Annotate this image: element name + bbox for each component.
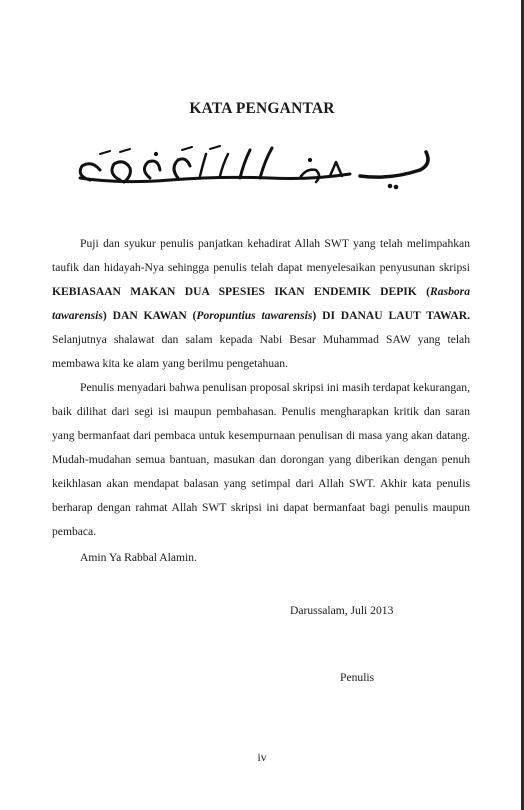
- paragraph-1: [52, 232, 470, 376]
- page-number: iv: [257, 751, 267, 764]
- paragraph-1-intro: Puji dan syukur penulis panjatkan kehadirat Allah SWT yang telah melimpahkan taufik dan hidayah-Nya sehingga penulis telah dapat menyelesaikan penyusunan skripsi: [52, 237, 470, 274]
- paragraph-1-outro: Selanjutnya shalawat dan salam kepada Nabi Besar Muhammad SAW yang telah membawa kita ke alam yang berilmu pengetahuan.: [52, 333, 470, 370]
- page-title: KATA PENGANTAR: [189, 100, 335, 117]
- basmalah-calligraphy-image: [60, 140, 460, 190]
- species-name-2: Poropuntius tawarensis: [196, 309, 313, 322]
- closing-prayer: Amin Ya Rabbal Alamin.: [80, 551, 197, 564]
- place-and-date: Darussalam, Juli 2013: [290, 604, 394, 617]
- basmalah-calligraphy: [60, 140, 460, 190]
- species-name-1: Rasbora tawarensis: [52, 285, 470, 322]
- thesis-title-part-2: ) DAN KAWAN (: [102, 309, 197, 322]
- thesis-title-part-3: ) DI DANAU LAUT TAWAR.: [312, 309, 470, 322]
- body-text: [52, 232, 470, 570]
- paragraph-2: Penulis menyadari bahwa penulisan proposal skripsi ini masih terdapat kekurangan, baik dilihat dari segi isi maupun pembahasan. Penulis mengharapkan kritik dan saran yang bermanfaat dari pembaca untuk kesempurnaan penulisan di masa yang akan datang. Mudah-mudahan semua bantuan, masukan dan dorongan yang diberikan dengan penuh keikhlasan akan mendapat balasan yang setimpal dari Allah SWT. Akhir kata penulis berharap dengan rahmat Allah SWT skripsi ini dapat bermanfaat bagi penulis maupun pembaca.: [52, 381, 470, 538]
- author-signature: Penulis: [340, 671, 375, 684]
- thesis-title-part-1: KEBIASAAN MAKAN DUA SPESIES IKAN ENDEMIK DEPIK (: [52, 285, 431, 298]
